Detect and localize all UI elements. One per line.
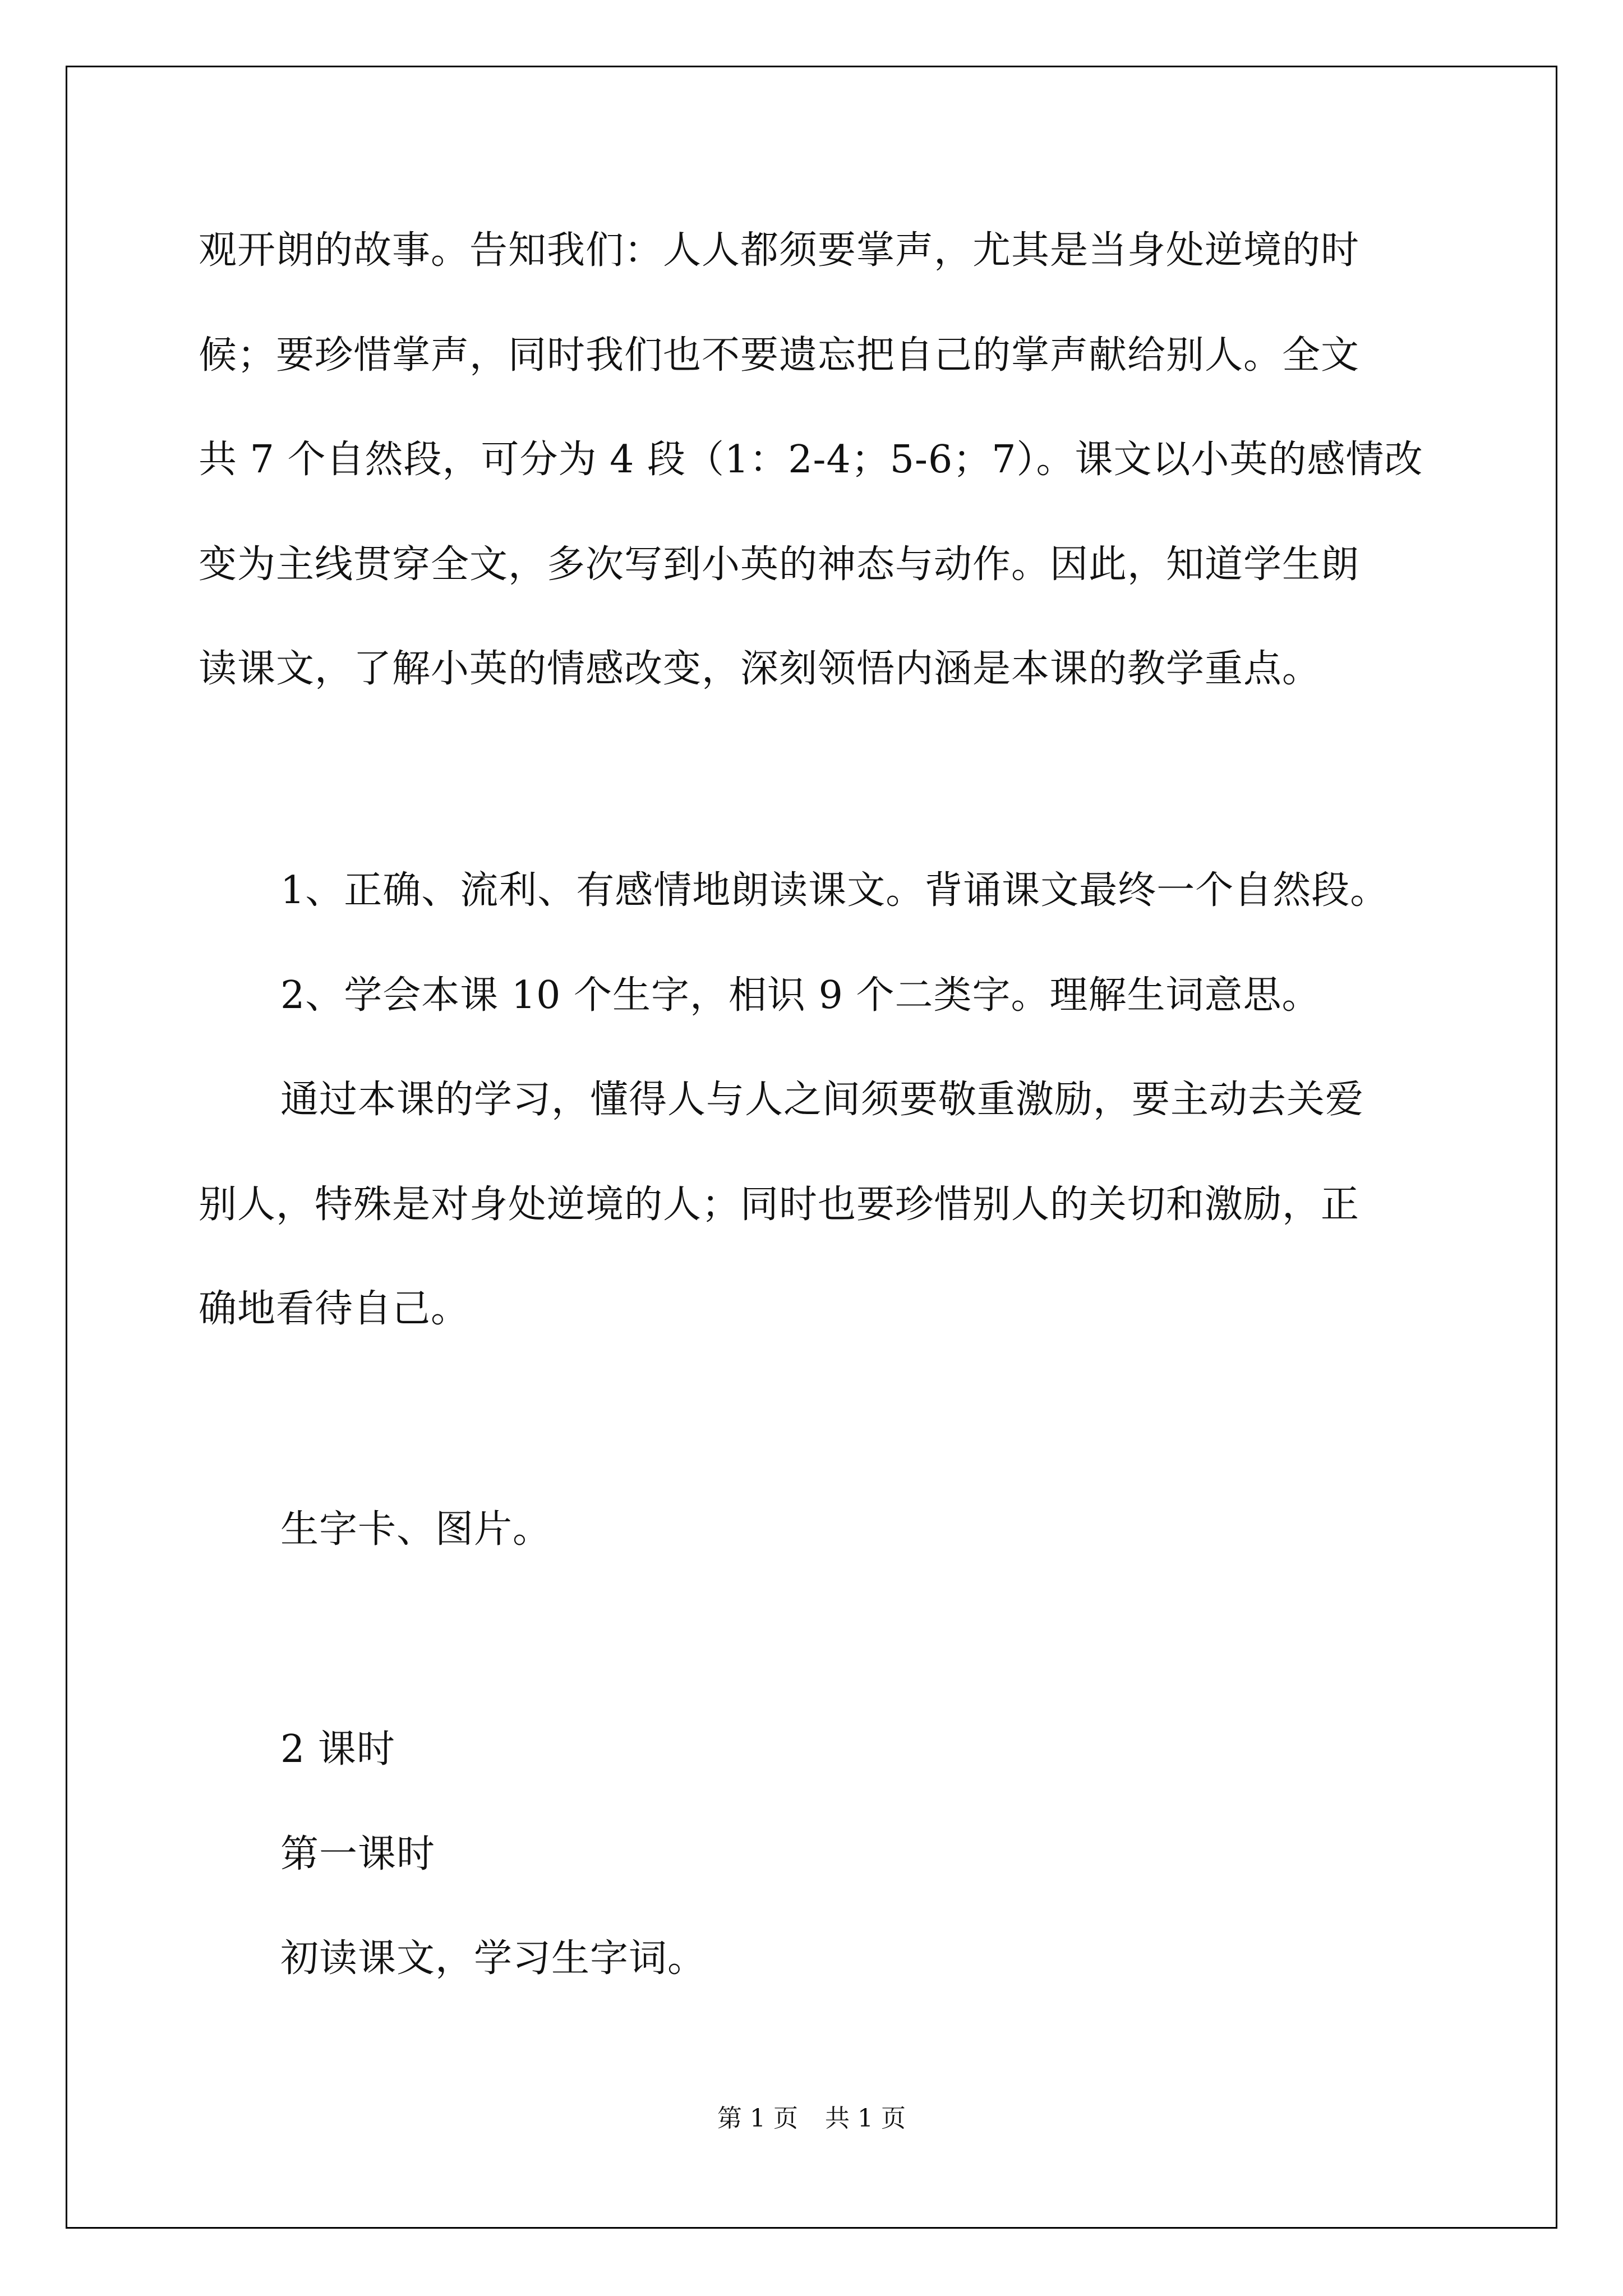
page-total: 共 1 页 — [825, 2104, 906, 2133]
lesson-title: 第一课时 — [280, 1832, 436, 1876]
paragraph-line: 观开朗的故事。告知我们：人人都须要掌声，尤其是当身处逆境的时 — [199, 228, 1360, 273]
paragraph-line: 候；要珍惜掌声，同时我们也不要遗忘把自己的掌声献给别人。全文 — [199, 333, 1360, 378]
goal-item-3-cont: 确地看待自己。 — [199, 1287, 470, 1331]
goal-item-2: 2、学会本课 10 个生字，相识 9 个二类字。理解生词意思。 — [280, 973, 1321, 1018]
lesson-goal: 初读课文，学习生字词。 — [280, 1936, 707, 1981]
paragraph-line: 变为主线贯穿全文，多次写到小英的神态与动作。因此，知道学生朗 — [199, 542, 1360, 587]
page-footer — [0, 2105, 1623, 2133]
goal-item-1: 1、正确、流利、有感情地朗读课文。背诵课文最终一个自然段。 — [280, 868, 1389, 913]
goal-item-3: 通过本课的学习，懂得人与人之间须要敬重激励，要主动去关爱 — [280, 1078, 1364, 1122]
page-border — [66, 66, 1557, 2229]
paragraph-line: 读课文，了解小英的情感改变，深刻领悟内涵是本课的教学重点。 — [199, 647, 1321, 691]
paragraph-line: 共 7 个自然段，可分为 4 段（1：2-4；5-6；7）。课文以小英的感情改 — [199, 438, 1423, 482]
materials: 生字卡、图片。 — [280, 1507, 552, 1552]
page-number: 第 1 页 — [717, 2104, 798, 2133]
duration: 2 课时 — [280, 1727, 395, 1772]
goal-item-3-cont: 别人，特殊是对身处逆境的人；同时也要珍惜别人的关切和激励，正 — [199, 1182, 1360, 1227]
